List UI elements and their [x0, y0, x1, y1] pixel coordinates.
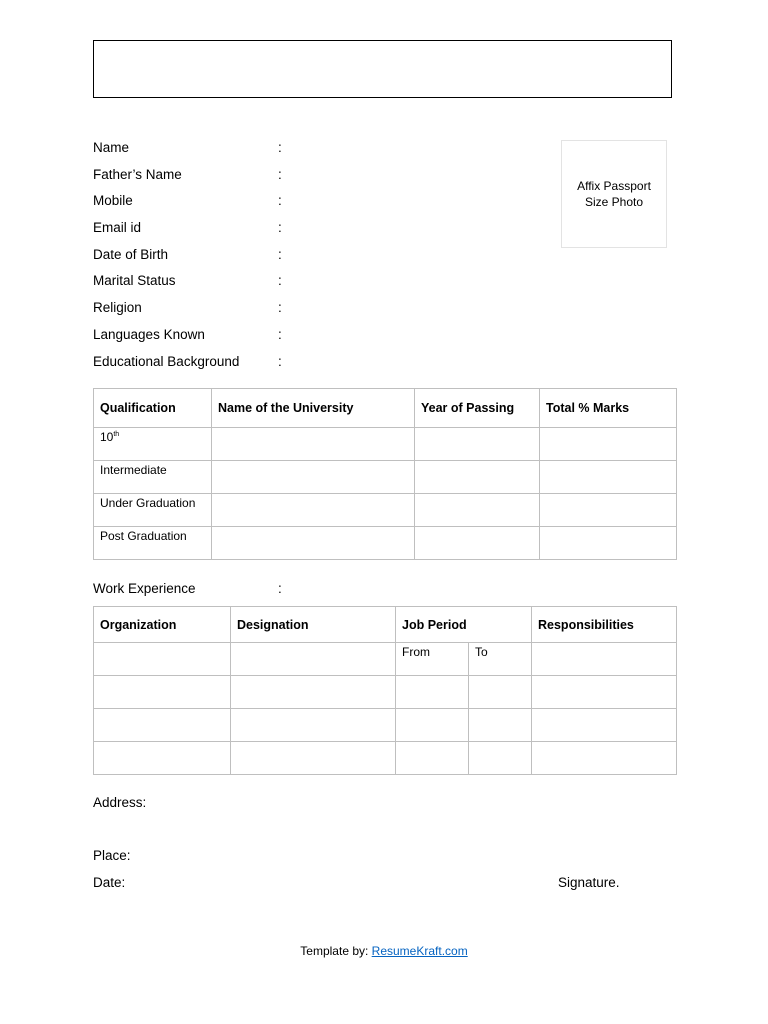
table-cell[interactable]: [94, 676, 231, 709]
qualification-cell: [94, 494, 212, 527]
date-label: Date:: [93, 875, 126, 890]
field-colon: :: [278, 353, 282, 369]
field-label: Father’s Name: [93, 166, 182, 182]
table-row: [94, 709, 677, 742]
passport-photo-placeholder: [561, 140, 667, 248]
table-row: [94, 461, 677, 494]
education-header-row: [94, 389, 677, 428]
table-cell[interactable]: [94, 643, 231, 676]
photo-label-line: Affix Passport: [577, 179, 651, 193]
field-row-religion: [93, 298, 533, 325]
column-header-total-marks: Total % Marks: [540, 389, 677, 428]
qualification-text: 10: [100, 430, 114, 444]
section-label: Work Experience: [93, 581, 196, 596]
table-cell[interactable]: [212, 494, 415, 527]
credit-prefix: Template by:: [300, 944, 372, 958]
signature-label: Signature.: [558, 875, 620, 890]
table-cell[interactable]: [231, 643, 396, 676]
field-label: Religion: [93, 300, 142, 316]
qualification-cell: [94, 527, 212, 560]
field-label: Name: [93, 140, 130, 155]
column-header-organization: Organization: [94, 607, 231, 643]
place-label: Place:: [93, 848, 131, 863]
column-header-responsibilities: Responsibilities: [532, 607, 677, 643]
table-cell[interactable]: [212, 527, 415, 560]
table-row: [94, 494, 677, 527]
table-cell[interactable]: [415, 428, 540, 461]
period-from-label: From: [396, 643, 469, 676]
address-label: Address:: [93, 795, 147, 810]
table-cell[interactable]: [396, 676, 469, 709]
column-header-designation: Designation: [231, 607, 396, 643]
photo-label-line: Size Photo: [584, 195, 644, 209]
table-cell[interactable]: [532, 742, 677, 775]
work-experience-table: [93, 606, 677, 775]
table-cell[interactable]: [231, 676, 396, 709]
qualification-text: Under Graduation: [100, 496, 196, 510]
column-header-qualification: Qualification: [94, 389, 212, 428]
table-row: [94, 527, 677, 560]
table-cell[interactable]: [532, 643, 677, 676]
table-cell[interactable]: [94, 709, 231, 742]
table-cell[interactable]: [231, 742, 396, 775]
field-colon: :: [278, 166, 282, 182]
resumekraft-link[interactable]: ResumeKraft.com: [371, 944, 468, 958]
field-row-languages-known: [93, 325, 533, 352]
work-experience-row: [93, 579, 393, 599]
table-cell[interactable]: [540, 461, 677, 494]
table-cell[interactable]: [415, 461, 540, 494]
field-colon: :: [278, 246, 282, 262]
field-colon: :: [278, 193, 282, 209]
resume-title-box: [93, 40, 672, 98]
table-cell[interactable]: [540, 494, 677, 527]
ordinal-suffix: th: [113, 431, 120, 438]
table-cell[interactable]: [212, 461, 415, 494]
table-cell[interactable]: [540, 428, 677, 461]
qualification-cell: [94, 428, 212, 461]
table-row: [94, 428, 677, 461]
personal-details: [93, 138, 533, 378]
field-label: Marital Status: [93, 273, 176, 289]
table-row: [94, 643, 677, 676]
qualification-text: Intermediate: [100, 463, 167, 477]
field-colon: :: [278, 273, 282, 289]
field-row-email: [93, 218, 533, 245]
field-label: Email id: [93, 220, 142, 236]
field-label: Mobile: [93, 193, 133, 209]
field-label: Educational Background: [93, 353, 240, 369]
table-row: [94, 742, 677, 775]
column-header-year-of-passing: Year of Passing: [415, 389, 540, 428]
field-row-mobile: [93, 191, 533, 218]
field-label: Date of Birth: [93, 246, 169, 262]
work-header-row: [94, 607, 677, 643]
table-cell[interactable]: [540, 527, 677, 560]
table-cell[interactable]: [231, 709, 396, 742]
field-row-marital-status: [93, 271, 533, 298]
table-cell[interactable]: [532, 676, 677, 709]
field-colon: :: [278, 300, 282, 316]
table-cell[interactable]: [415, 527, 540, 560]
field-colon: :: [278, 220, 282, 236]
field-row-date-of-birth: [93, 245, 533, 272]
table-cell[interactable]: [212, 428, 415, 461]
table-row: [94, 676, 677, 709]
column-header-university: Name of the University: [212, 389, 415, 428]
education-table: [93, 388, 677, 560]
field-row-educational-background: [93, 352, 533, 379]
field-colon: :: [278, 326, 282, 342]
table-cell[interactable]: [469, 676, 532, 709]
field-label: Languages Known: [93, 326, 205, 342]
period-to-label: To: [469, 643, 532, 676]
table-cell[interactable]: [415, 494, 540, 527]
field-row-fathers-name: [93, 165, 533, 192]
template-credit: [0, 942, 768, 960]
table-cell[interactable]: [469, 742, 532, 775]
column-header-job-period: Job Period: [396, 607, 532, 643]
table-cell[interactable]: [532, 709, 677, 742]
table-cell[interactable]: [94, 742, 231, 775]
field-row-name: [93, 138, 533, 165]
table-cell[interactable]: [396, 709, 469, 742]
field-colon: :: [278, 581, 282, 596]
qualification-text: Post Graduation: [100, 529, 187, 543]
table-cell[interactable]: [396, 742, 469, 775]
qualification-cell: [94, 461, 212, 494]
field-colon: :: [278, 140, 282, 155]
table-cell[interactable]: [469, 709, 532, 742]
